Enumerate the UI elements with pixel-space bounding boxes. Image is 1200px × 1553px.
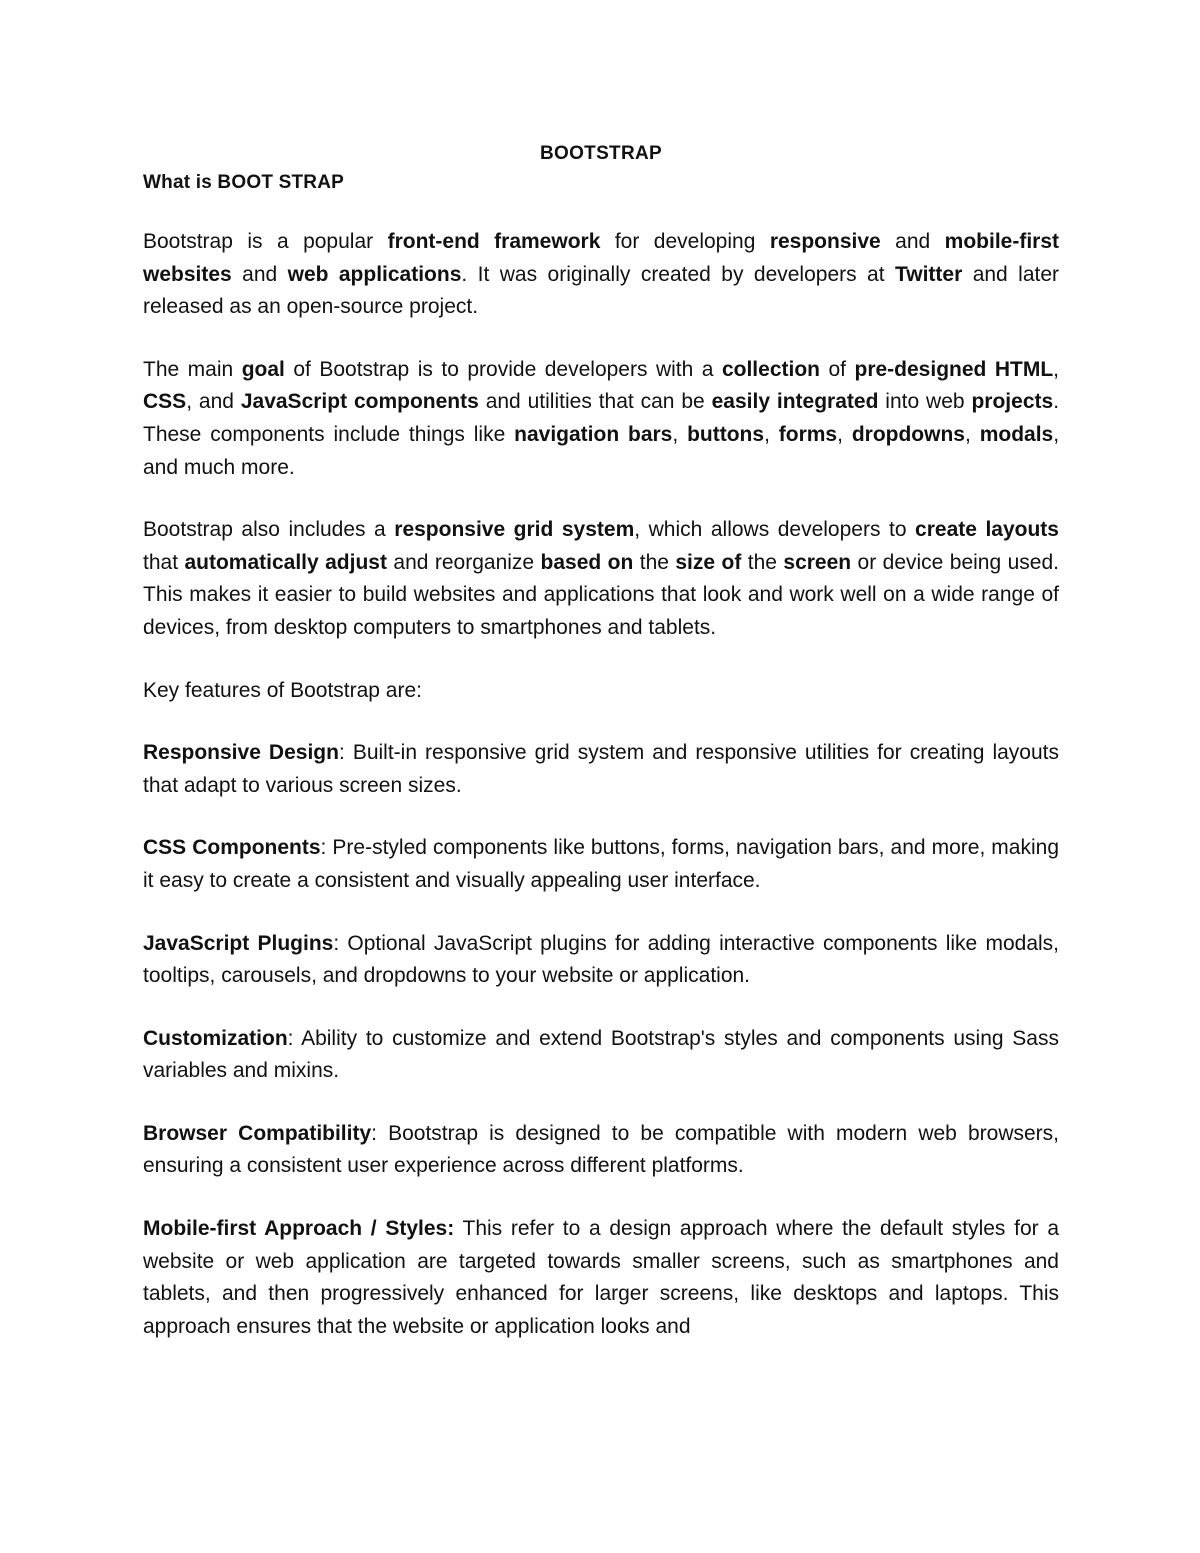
text-run: and [231,262,288,286]
bold-text-run: based on [540,550,634,574]
document-title: BOOTSTRAP [540,143,662,164]
bold-text-run: automatically adjust [184,550,387,574]
bold-text-run: easily integrated [711,390,879,414]
text-run: , and much more. [143,422,1060,479]
text-run: the [633,550,676,574]
text-run: that [143,550,185,574]
bold-text-run: Customization [143,1026,288,1050]
paragraph-main-goal [143,354,1059,484]
bold-text-run: JavaScript components [240,390,479,414]
text-run: , [1053,357,1060,381]
text-run: and utilities that can be [478,390,712,414]
bold-text-run: Responsive Design [143,741,339,765]
text-run: Key features of Bootstrap are: [143,678,422,702]
text-run: Bootstrap also includes a [143,518,395,542]
bold-text-run: buttons [687,422,765,446]
text-run: . It was originally created by developers at [461,262,895,286]
feature-responsive-design [143,737,1059,802]
bold-text-run: JavaScript Plugins [143,931,334,955]
text-run: Bootstrap is a popular [143,230,388,253]
text-run: of Bootstrap is to provide developers with a [284,357,722,381]
bold-text-run: forms [778,422,838,446]
bold-text-run: modals [979,422,1054,446]
bold-text-run: responsive grid system [394,518,635,542]
text-run: : Pre-styled components like buttons, forms, navigation bars, and more, making it easy to create a consistent and visually appealing user interface. [143,836,1059,892]
text-run: The main [143,357,242,381]
text-run: , and [186,390,241,414]
bold-text-run: goal [241,357,285,381]
paragraph-grid-system [143,514,1059,644]
text-run: . These components include things like [143,390,1060,446]
feature-mobile-first-approach [143,1213,1059,1343]
text-run: : Bootstrap is designed to be compatible with modern web browsers, ensuring a consistent user experience across different platforms. [143,1121,1059,1178]
bold-text-run: mobile-first websites [143,230,1059,286]
feature-customization [143,1023,1059,1088]
bold-text-run: Twitter [894,262,963,286]
bold-text-run: projects [971,390,1054,414]
text-run: and [880,230,945,253]
text-run: the [741,550,784,574]
bold-text-run: collection [721,357,820,381]
paragraph-key-features-heading [143,675,1059,708]
text-run: into web [878,390,972,414]
text-run: , [672,422,688,446]
text-run: , [764,422,779,446]
bold-text-run: create layouts [915,518,1059,542]
bold-text-run: screen [783,550,852,574]
text-run: , [837,422,852,446]
bold-text-run: dropdowns [851,422,965,446]
paragraph-intro [143,226,1059,324]
bold-text-run: size of [675,550,742,574]
text-run: This refer to a design approach where the default styles for a website or web application are targeted towards smaller screens, such as smartphones and tablets, and then progressively enhanced for larger screens, like desktops and laptops. This approach ensures that the website or application looks and [143,1217,1059,1338]
bold-text-run: CSS [143,390,187,414]
text-run: : Built-in responsive grid system and responsive utilities for creating layouts that adapt to various screen sizes. [143,741,1059,797]
text-run: of [820,357,855,381]
text-run: for developing [600,230,770,253]
bold-text-run: Browser Compatibility [143,1121,372,1145]
document-subtitle: What is BOOT STRAP [143,172,344,193]
text-run: : Ability to customize and extend Bootstrap's styles and components using Sass variables and mixins. [143,1026,1059,1083]
bold-text-run: navigation bars [514,422,673,446]
feature-browser-compatibility [143,1118,1059,1183]
feature-javascript-plugins [143,928,1059,993]
bold-text-run: web applications [287,262,462,286]
text-run: , [964,422,980,446]
bold-text-run: front-end framework [387,230,601,253]
bold-text-run: CSS Components [143,836,321,860]
text-run: or device being used. This makes it easier to build websites and applications that look and work well on a wide range of devices, from desktop computers to smartphones and tablets. [143,550,1059,639]
feature-css-components [143,832,1059,897]
bold-text-run: Mobile-first Approach / Styles: [143,1217,455,1241]
bold-text-run: responsive [769,230,881,253]
document-page [143,140,1059,1343]
bold-text-run: pre-designed HTML [854,357,1054,381]
text-run: : Optional JavaScript plugins for adding interactive components like modals, tooltips, carousels, and dropdowns to your website or application. [143,931,1059,988]
text-run: and reorganize [386,550,541,574]
text-run: , which allows developers to [634,518,916,542]
text-run: and later released as an open-source project. [143,262,1059,319]
